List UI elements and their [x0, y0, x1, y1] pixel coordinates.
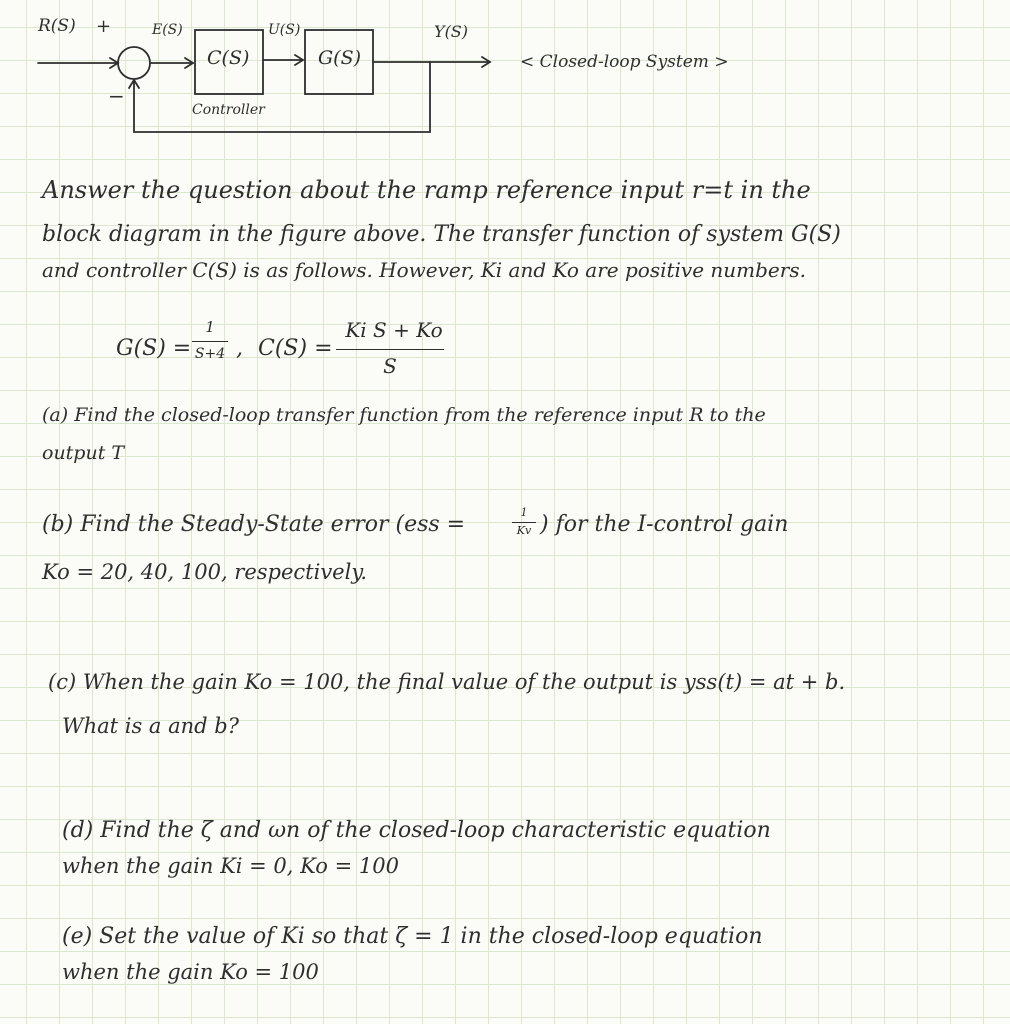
control-signal-label: U(S)	[268, 22, 301, 38]
intro-line-1: Answer the question about the ramp reference input r=t in the	[42, 176, 811, 204]
plus-sign: +	[96, 16, 112, 37]
c-numerator: Ki S + Ko	[345, 318, 443, 342]
input-label: R(S)	[38, 16, 76, 36]
intro-line-3: and controller C(S) is as follows. However, Ki and Ko are positive numbers.	[42, 258, 806, 282]
minus-sign: −	[108, 84, 125, 108]
question-b-line-1-pre: (b) Find the Steady-State error (ess =	[42, 512, 466, 537]
question-b-line-2: Ko = 20, 40, 100, respectively.	[42, 560, 368, 584]
controller-caption: Controller	[192, 102, 265, 118]
question-e-line-2: when the gain Ko = 100	[62, 960, 319, 984]
equation-separator: ,	[236, 336, 243, 361]
question-b-line-1-post: ) for the I-control gain	[540, 512, 789, 537]
plant-block-label: G(S)	[318, 47, 362, 69]
question-a-line-2: output T	[42, 442, 125, 464]
c-denominator: S	[383, 354, 397, 378]
summing-junction	[118, 47, 150, 79]
question-e-line-1: (e) Set the value of Ki so that ζ = 1 in the closed-loop equation	[62, 924, 763, 949]
b-frac-bar	[512, 522, 536, 523]
g-equation-lhs: G(S) =	[116, 336, 192, 361]
question-d-line-2: when the gain Ki = 0, Ko = 100	[62, 854, 399, 878]
question-c-line-2: What is a and b?	[62, 714, 239, 738]
question-a-line-1: (a) Find the closed-loop transfer function from the reference input R to the	[42, 404, 766, 426]
b-frac-denominator: Kv	[516, 524, 532, 537]
question-c-line-1: (c) When the gain Ko = 100, the final value of the output is yss(t) = at + b.	[48, 670, 846, 694]
system-caption: < Closed-loop System >	[520, 52, 729, 72]
feedback-path	[134, 62, 430, 132]
intro-line-2: block diagram in the figure above. The transfer function of system G(S)	[42, 222, 841, 247]
g-fraction-bar	[192, 341, 228, 342]
controller-block-label: C(S)	[207, 47, 250, 69]
g-denominator: S+4	[194, 346, 226, 362]
g-numerator: 1	[205, 318, 215, 336]
error-label: E(S)	[152, 22, 183, 38]
question-d-line-1: (d) Find the ζ and ωn of the closed-loop characteristic equation	[62, 818, 771, 843]
c-equation-lhs: C(S) =	[258, 336, 333, 361]
output-label: Y(S)	[434, 22, 469, 41]
c-fraction-bar	[336, 349, 444, 350]
b-frac-numerator: 1	[520, 506, 528, 519]
